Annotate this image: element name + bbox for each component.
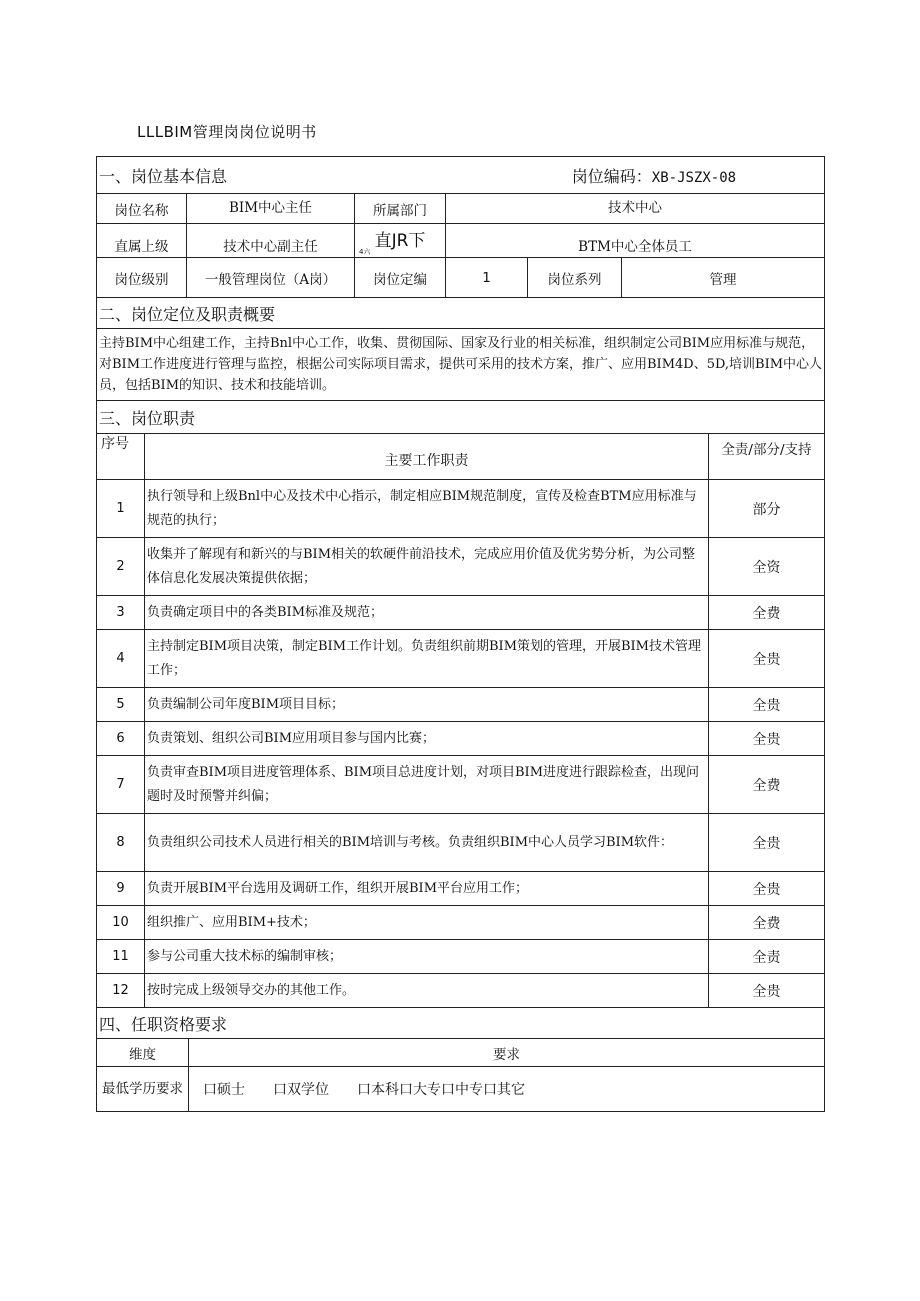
section1-heading: 一、岗位基本信息 — [99, 166, 228, 186]
table-row — [97, 756, 825, 814]
table-row — [97, 480, 825, 538]
duties-table — [96, 433, 825, 1008]
duty-text: 执行领导和上级Bnl中心及技术中心指示，制定相应BIM规范制度，宣传及检查BTM应用标准与规范的执行； — [145, 480, 709, 538]
col-requirement-header: 要求 — [189, 1039, 825, 1067]
dept-value: 技术中心 — [446, 194, 825, 224]
duty-responsibility: 全贵 — [709, 974, 825, 1008]
basic-info-table — [96, 156, 825, 434]
col-duty-header: 主要工作职责 — [145, 434, 709, 480]
table-row — [97, 974, 825, 1008]
duty-number: 11 — [97, 940, 145, 974]
subordinate-sub: 4六 — [359, 247, 371, 256]
duty-number: 4 — [97, 630, 145, 688]
duty-responsibility: 全贵 — [709, 688, 825, 722]
table-row — [97, 906, 825, 940]
duty-responsibility: 全贵 — [709, 814, 825, 872]
job-description-form — [96, 156, 824, 1112]
table-row — [97, 814, 825, 872]
duty-number: 7 — [97, 756, 145, 814]
duty-text: 负责审查BIM项目进度管理体系、BIM项目总进度计划，对项目BIM进度进行跟踪检查，出现问题时及时预警并纠偏； — [145, 756, 709, 814]
duty-responsibility: 全资 — [709, 538, 825, 596]
table-row — [97, 538, 825, 596]
subordinate-label: 直JR下 — [374, 230, 426, 251]
level-value: 一般管理岗位（A岗） — [187, 258, 355, 298]
col-resp-header: 全责/部分/支持 — [709, 434, 825, 480]
col-number-header: 序号 — [97, 434, 145, 480]
subordinate-label-cell — [355, 224, 446, 258]
quota-label: 岗位定编 — [355, 258, 446, 298]
table-row — [97, 940, 825, 974]
table-row — [97, 722, 825, 756]
duty-text: 收集并了解现有和新兴的与BIM相关的软硬件前沿技术，完成应用价值及优劣势分析，为公司整体信息化发展决策提供依据； — [145, 538, 709, 596]
section4-heading: 四、任职资格要求 — [97, 1008, 825, 1039]
section2-heading: 二、岗位定位及职责概要 — [97, 298, 825, 329]
section3-heading: 三、岗位职责 — [97, 401, 825, 434]
position-name-label: 岗位名称 — [97, 194, 187, 224]
duty-responsibility: 全责 — [709, 940, 825, 974]
table-row — [97, 688, 825, 722]
position-name-value: BIM中心主任 — [187, 194, 355, 224]
duty-text: 按时完成上级领导交办的其他工作。 — [145, 974, 709, 1008]
duty-number: 6 — [97, 722, 145, 756]
superior-label: 直属上级 — [97, 224, 187, 258]
duty-number: 10 — [97, 906, 145, 940]
dept-label: 所属部门 — [355, 194, 446, 224]
edu-label: 最低学历要求 — [97, 1067, 189, 1112]
duty-number: 8 — [97, 814, 145, 872]
qualification-table — [96, 1007, 825, 1112]
duty-text: 负责策划、组织公司BIM应用项目参与国内比赛； — [145, 722, 709, 756]
position-code — [572, 164, 736, 187]
table-row — [97, 872, 825, 906]
duty-number: 5 — [97, 688, 145, 722]
duty-number: 3 — [97, 596, 145, 630]
subordinate-value: BTM中心全体员工 — [446, 224, 825, 258]
level-label: 岗位级别 — [97, 258, 187, 298]
document-title: LLLBIM管理岗岗位说明书 — [137, 123, 317, 141]
duty-text: 负责编制公司年度BIM项目目标； — [145, 688, 709, 722]
quota-value: 1 — [446, 258, 528, 298]
col-dimension-header: 维度 — [97, 1039, 189, 1067]
duty-text: 负责开展BIM平台选用及调研工作，组织开展BIM平台应用工作； — [145, 872, 709, 906]
duty-responsibility: 全费 — [709, 906, 825, 940]
duty-responsibility: 全费 — [709, 756, 825, 814]
duty-number: 1 — [97, 480, 145, 538]
duty-responsibility: 全贵 — [709, 722, 825, 756]
duty-text: 组织推广、应用BIM+技术； — [145, 906, 709, 940]
series-value: 管理 — [622, 258, 825, 298]
duty-responsibility: 全贵 — [709, 872, 825, 906]
series-label: 岗位系列 — [528, 258, 622, 298]
position-code-value: XB-JSZX-08 — [651, 169, 737, 186]
duty-text: 参与公司重大技术标的编制审核； — [145, 940, 709, 974]
edu-value: 口硕士 口双学位 口本科口大专口中专口其它 — [189, 1067, 825, 1112]
position-code-label: 岗位编码： — [571, 166, 652, 186]
duty-text: 负责确定项目中的各类BIM标准及规范； — [145, 596, 709, 630]
duty-number: 12 — [97, 974, 145, 1008]
duty-responsibility: 全费 — [709, 596, 825, 630]
duty-number: 9 — [97, 872, 145, 906]
duty-responsibility: 全贵 — [709, 630, 825, 688]
duty-text: 负责组织公司技术人员进行相关的BIM培训与考核。负责组织BIM中心人员学习BIM软件： — [145, 814, 709, 872]
table-row — [97, 630, 825, 688]
duty-responsibility: 部分 — [709, 480, 825, 538]
position-summary: 主持BIM中心组建工作，主持Bnl中心工作，收集、贯彻国际、国家及行业的相关标准，组织制定公司BIM应用标准与规范，对BIM工作进度进行管理与监控，根据公司实际项目需求，提供可采用的技术方案，推广、应用BIM4D、5D,培训BIM中心人员，包括BIM的知识、技术和技能培训。 — [97, 329, 825, 401]
duty-text: 主持制定BIM项目决策，制定BIM工作计划。负责组织前期BIM策划的管理，开展BIM技术管理工作； — [145, 630, 709, 688]
superior-value: 技术中心副主任 — [187, 224, 355, 258]
table-row — [97, 596, 825, 630]
duty-number: 2 — [97, 538, 145, 596]
